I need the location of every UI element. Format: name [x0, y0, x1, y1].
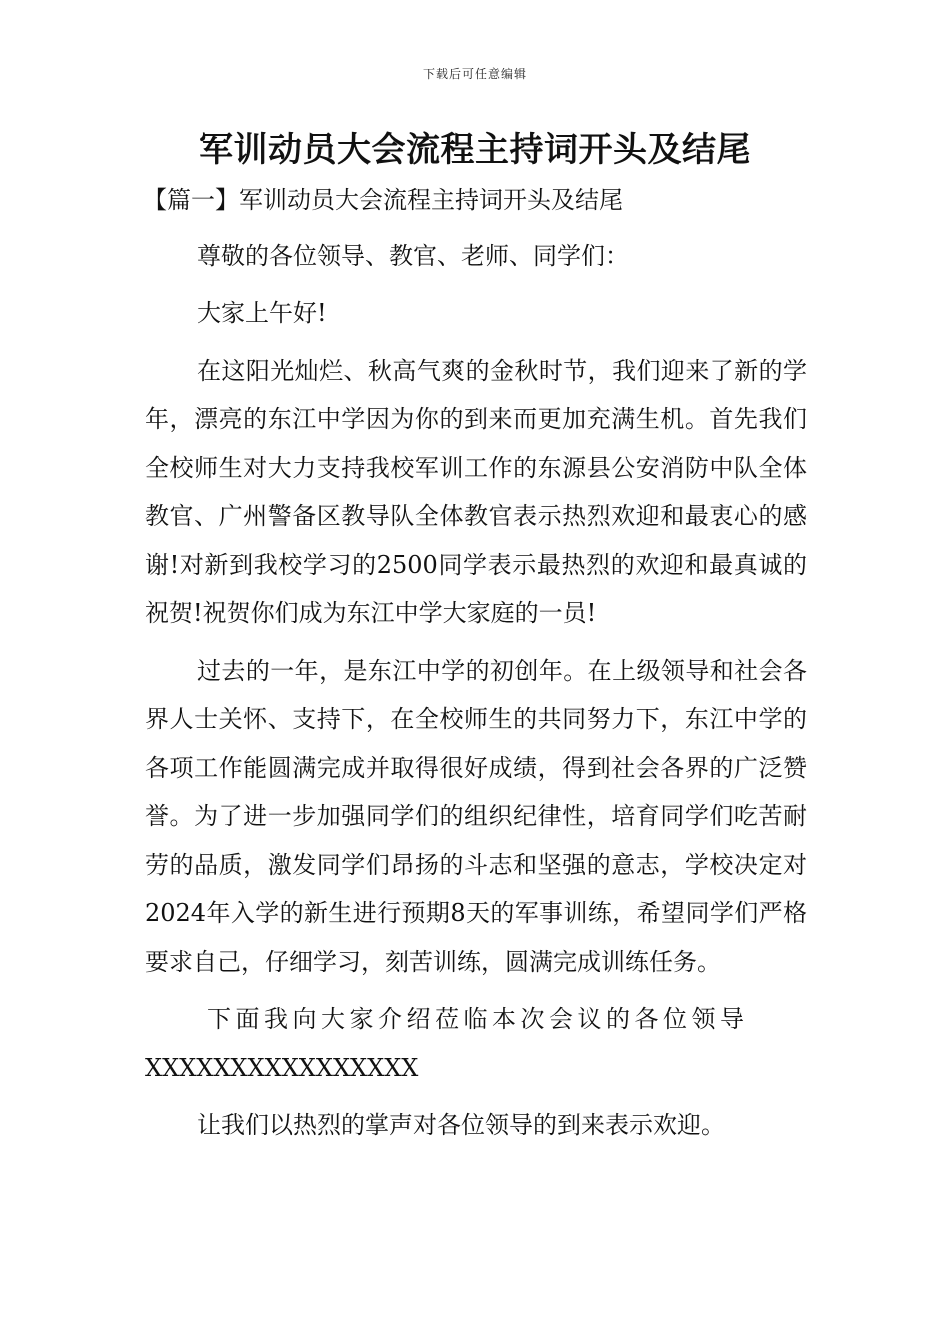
- greeting: 大家上午好!: [197, 299, 327, 327]
- paragraph-training-plan: 过去的一年，是东江中学的初创年。在上级领导和社会各界人士关怀、支持下，在全校师生的共同努力下，东江中学的各项工作能圆满完成并取得很好成绩，得到社会各界的广泛赞誉。为了进一步加强同学们的组织纪律性，培育同学们吃苦耐劳的品质，激发同学们昂扬的斗志和坚强的意志，学校决定对2024年入学的新生进行预期8天的军事训练，希望同学们严格要求自己，仔细学习，刻苦训练，圆满完成训练任务。: [145, 656, 807, 976]
- header-note: 下载后可任意编辑: [422, 67, 527, 81]
- document-title: 军训动员大会流程主持词开头及结尾: [199, 130, 751, 170]
- document-body: [145, 176, 807, 1150]
- leaders-introduction-line: 下面我向大家介绍莅临本次会议的各位领导: [207, 1005, 749, 1033]
- applause-line: 让我们以热烈的掌声对各位领导的到来表示欢迎。: [197, 1111, 725, 1139]
- paragraph-welcome: 在这阳光灿烂、秋高气爽的金秋时节，我们迎来了新的学年，漂亮的东江中学因为你的到来而更加充满生机。首先我们全校师生对大力支持我校军训工作的东源县公安消防中队全体教官、广州警备区教导队全体教官表示热烈欢迎和最衷心的感谢!对新到我校学习的2500同学表示最热烈的欢迎和最真诚的祝贺!祝贺你们成为东江中学大家庭的一员!: [145, 356, 807, 627]
- section-heading: 【篇一】军训动员大会流程主持词开头及结尾: [143, 186, 623, 214]
- leaders-placeholder: XXXXXXXXXXXXXXXX: [145, 1053, 419, 1082]
- salutation: 尊敬的各位领导、教官、老师、同学们：: [197, 241, 629, 270]
